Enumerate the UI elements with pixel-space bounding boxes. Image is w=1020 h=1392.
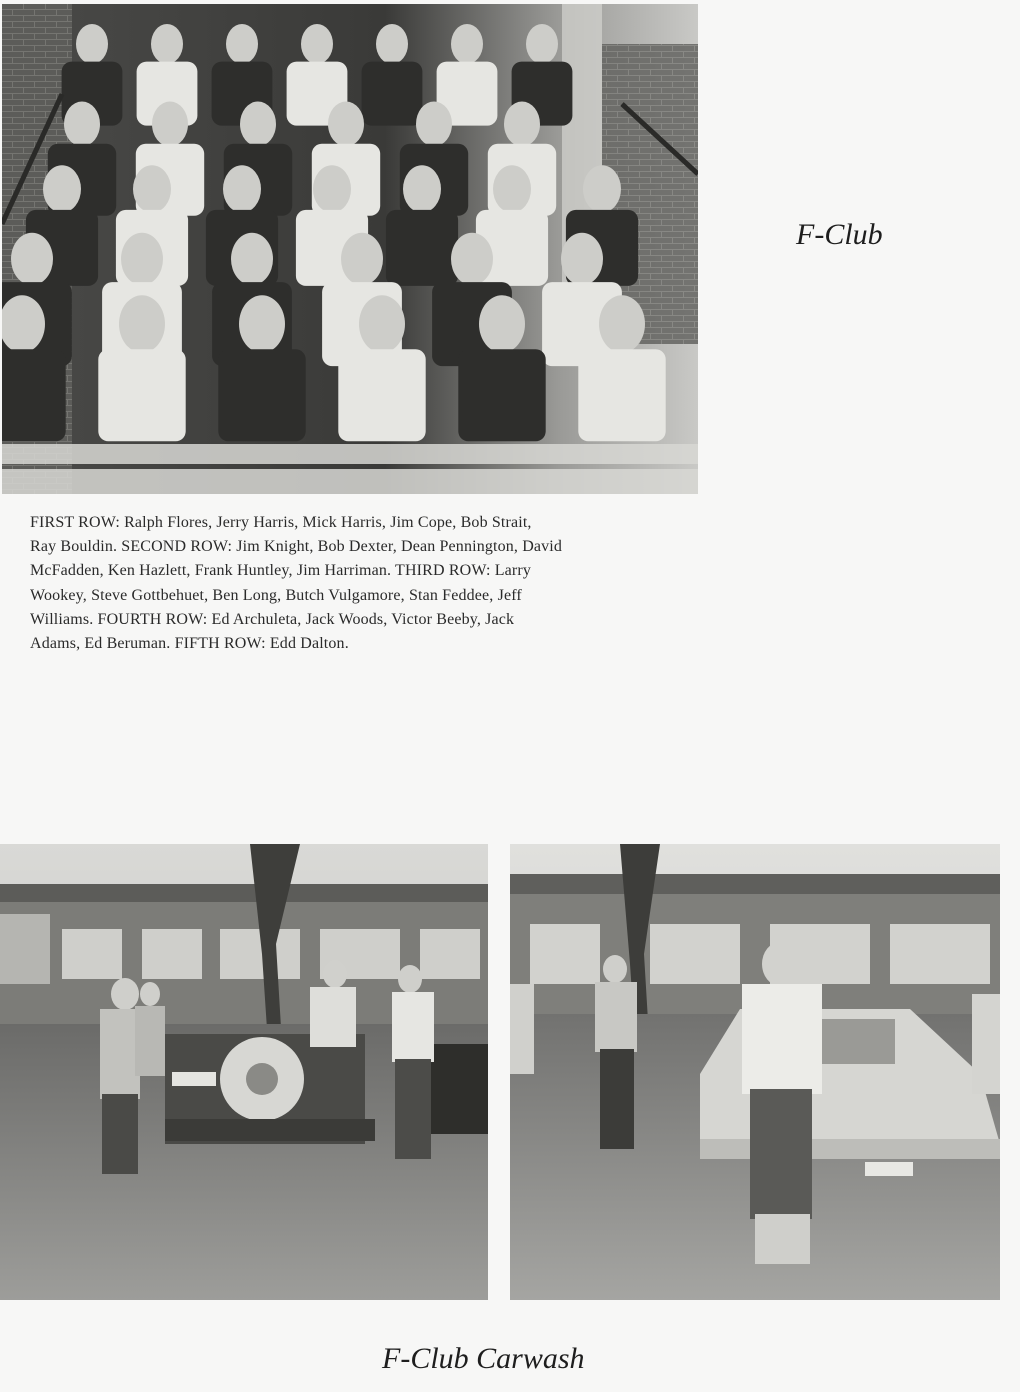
person-head <box>152 102 188 147</box>
person-head <box>239 295 285 353</box>
person-head <box>376 24 408 64</box>
person-head <box>328 102 364 147</box>
person-head <box>231 233 273 286</box>
person-head <box>403 165 441 213</box>
caption-line: Wookey, Steve Gottbehuet, Ben Long, Butch Vulgamore, Stan Feddee, Jeff <box>30 586 522 604</box>
person-body <box>218 349 305 441</box>
person-body <box>2 349 66 441</box>
person-body <box>578 349 665 441</box>
person-head <box>64 102 100 147</box>
person-head <box>223 165 261 213</box>
person-head <box>43 165 81 213</box>
person-body <box>458 349 545 441</box>
person-head <box>359 295 405 353</box>
person-head <box>561 233 603 286</box>
person-head <box>451 24 483 64</box>
person-head <box>583 165 621 213</box>
caption-line: Ray Bouldin. SECOND ROW: Jim Knight, Bob Dexter, Dean Pennington, David <box>30 538 563 556</box>
carwash-photo-sedan <box>510 844 1000 1300</box>
person-head <box>226 24 258 64</box>
carwash-photo-jeep <box>0 844 488 1300</box>
section-title-fclub: F-Club <box>796 218 883 251</box>
photo-caption <box>30 511 690 656</box>
person-head <box>121 233 163 286</box>
person-head <box>133 165 171 213</box>
person-head <box>119 295 165 353</box>
person-head <box>416 102 452 147</box>
person-head <box>313 165 351 213</box>
person-body <box>362 62 423 126</box>
person-head <box>341 233 383 286</box>
person-head <box>479 295 525 353</box>
caption-line: Adams, Ed Beruman. FIFTH ROW: Edd Dalton. <box>30 635 349 653</box>
caption-line: Williams. FOURTH ROW: Ed Archuleta, Jack Woods, Victor Beeby, Jack <box>30 610 515 628</box>
person-head <box>11 233 53 286</box>
caption-line: McFadden, Ken Hazlett, Frank Huntley, Jim Harriman. THIRD ROW: Larry <box>30 562 532 580</box>
person-head <box>526 24 558 64</box>
person-body <box>386 210 458 286</box>
person-head <box>240 102 276 147</box>
person-head <box>301 24 333 64</box>
person-head <box>151 24 183 64</box>
person-head <box>599 295 645 353</box>
person-head <box>76 24 108 64</box>
fclub-group-photo <box>2 4 698 494</box>
person-body <box>338 349 425 441</box>
caption-line: FIRST ROW: Ralph Flores, Jerry Harris, Mick Harris, Jim Cope, Bob Strait, <box>30 514 532 531</box>
person-body <box>98 349 185 441</box>
section-title-carwash: F-Club Carwash <box>382 1342 585 1375</box>
person-head <box>493 165 531 213</box>
person-head <box>504 102 540 147</box>
person-head <box>451 233 493 286</box>
